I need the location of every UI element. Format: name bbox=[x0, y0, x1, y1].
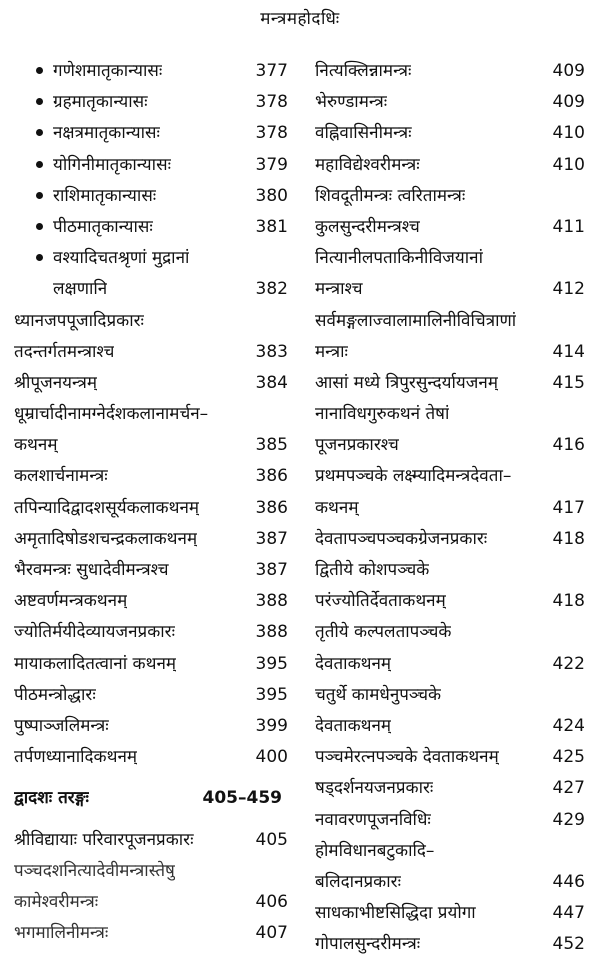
index-entry bbox=[315, 401, 585, 432]
index-entry bbox=[14, 557, 288, 588]
index-entry bbox=[315, 526, 585, 557]
entry-title: कलशार्चनामन्त्रः bbox=[14, 466, 108, 487]
index-entry bbox=[14, 682, 288, 713]
entry-title: भैरवमन्त्रः सुधादेवीमन्त्रश्च bbox=[14, 560, 169, 580]
entry-page-number: 387 bbox=[255, 528, 288, 549]
entry-page-number: 381 bbox=[255, 216, 288, 237]
entry-title: आसां मध्ये त्रिपुरसुन्दर्यायजनम् bbox=[315, 372, 499, 393]
index-entry bbox=[315, 432, 585, 463]
index-entry bbox=[315, 682, 585, 713]
entry-title: मन्त्राः bbox=[315, 341, 348, 362]
entry-title: मायाकलादितत्वानां कथनम् bbox=[14, 653, 177, 674]
index-entry bbox=[315, 619, 585, 650]
index-entry bbox=[315, 463, 585, 494]
entry-title: नित्यानीलपताकिनीविजयानां bbox=[315, 248, 484, 269]
index-entry bbox=[315, 245, 585, 276]
entry-page-number: 422 bbox=[552, 653, 585, 674]
right-column bbox=[315, 58, 585, 962]
index-entry bbox=[14, 89, 288, 120]
index-entry bbox=[315, 744, 585, 775]
index-entry bbox=[14, 245, 288, 276]
entry-page-number: 416 bbox=[552, 435, 585, 456]
entry-page-number: 406 bbox=[255, 891, 288, 912]
index-entry bbox=[14, 651, 288, 682]
entry-page-number: 407 bbox=[255, 923, 288, 944]
entry-title: परंज्योतिर्देवताकथनम् bbox=[315, 591, 446, 612]
entry-page-number: 418 bbox=[552, 528, 585, 549]
index-entry bbox=[14, 214, 288, 245]
entry-title: होमविधानबटुकादि– bbox=[315, 840, 435, 861]
index-entry bbox=[315, 900, 585, 931]
entry-title: मन्त्राश्च bbox=[315, 279, 363, 300]
index-entry bbox=[14, 339, 288, 370]
entry-title: पुष्पाञ्जलिमन्त्रः bbox=[14, 715, 109, 736]
entry-title: शिवदूतीमन्त्रः त्वरितामन्त्रः bbox=[315, 185, 466, 206]
entry-page-number: 378 bbox=[255, 123, 288, 144]
entry-page-number: 414 bbox=[552, 341, 585, 362]
entry-page-number: 383 bbox=[255, 341, 288, 362]
entry-title: तृतीये कल्पलतापञ्चके bbox=[315, 622, 452, 643]
index-entry bbox=[315, 183, 585, 214]
entry-title: चतुर्थे कामधेनुपञ्चके bbox=[315, 684, 442, 705]
entry-title: षड्दर्शनयजनप्रकारः bbox=[315, 778, 434, 799]
entry-page-number: 425 bbox=[552, 747, 585, 768]
entry-page-number: 418 bbox=[552, 591, 585, 612]
entry-title: राशिमातृकान्यासः bbox=[14, 183, 156, 206]
entry-title: पञ्चदशनित्यादेवीमन्त्रास्तेषु bbox=[14, 860, 175, 881]
index-entry bbox=[14, 183, 288, 214]
entry-page-number: 399 bbox=[255, 715, 288, 736]
entry-page-number: 386 bbox=[255, 497, 288, 518]
entry-page-number: 409 bbox=[552, 92, 585, 113]
index-entry bbox=[14, 526, 288, 557]
entry-title: नित्यक्लिन्नामन्त्रः bbox=[315, 61, 412, 81]
entry-title: तपिन्यादिद्वादशसूर्यकलाकथनम् bbox=[14, 497, 200, 518]
index-entry bbox=[315, 120, 585, 151]
index-entry bbox=[315, 557, 585, 588]
index-entry bbox=[14, 401, 288, 432]
entry-page-number: 388 bbox=[255, 622, 288, 643]
entry-page-number: 410 bbox=[552, 123, 585, 144]
entry-title: नानाविधगुरुकथनं तेषां bbox=[315, 404, 450, 425]
entry-page-number: 384 bbox=[255, 372, 288, 393]
index-entry bbox=[315, 931, 585, 962]
entry-title: श्रीविद्यायाः परिवारपूजनप्रकारः bbox=[14, 829, 194, 850]
index-entry bbox=[14, 785, 288, 816]
index-entry bbox=[14, 713, 288, 744]
entry-title: प्रथमपञ्चके लक्ष्म्यादिमन्त्रदेवता– bbox=[315, 466, 512, 487]
index-entry bbox=[14, 889, 288, 920]
index-entry bbox=[315, 588, 585, 619]
index-entry bbox=[14, 920, 288, 951]
index-entry bbox=[315, 308, 585, 339]
entry-title: श्रीपूजनयन्त्रम् bbox=[14, 372, 98, 393]
entry-page-number: 411 bbox=[552, 216, 585, 237]
entry-title: लक्षणानि bbox=[53, 279, 108, 300]
entry-title: कामेश्वरीमन्त्रः bbox=[14, 891, 99, 912]
index-entry bbox=[315, 713, 585, 744]
entry-page-number: 382 bbox=[255, 279, 288, 300]
index-entry bbox=[315, 89, 585, 120]
entry-title: सर्वमङ्गलाज्वालामालिनीविचित्राणां bbox=[315, 310, 517, 331]
entry-title: देवताकथनम् bbox=[315, 653, 392, 674]
entry-title: देवतापञ्चपञ्चकग्रेजनप्रकारः bbox=[315, 528, 488, 549]
entry-title: महाविद्येश्वरीमन्त्रः bbox=[315, 154, 420, 175]
index-entry bbox=[315, 807, 585, 838]
entry-page-number: 405 bbox=[255, 829, 288, 850]
entry-title: द्वितीये कोशपञ्चके bbox=[315, 560, 430, 580]
index-entry bbox=[315, 152, 585, 183]
page-header: मन्त्रमहोदधिः bbox=[260, 9, 340, 29]
entry-title: वश्यादिचतश्रृणां मुद्रानां bbox=[14, 245, 189, 268]
index-entry bbox=[315, 339, 585, 370]
entry-page-number: 452 bbox=[552, 934, 585, 955]
index-entry bbox=[14, 276, 288, 307]
entry-title: द्वादशः तरङ्गः bbox=[14, 788, 89, 809]
entry-page-number: 446 bbox=[552, 871, 585, 892]
entry-page-number: 412 bbox=[552, 279, 585, 300]
index-entry bbox=[315, 495, 585, 526]
entry-page-number: 447 bbox=[552, 903, 585, 924]
index-entry bbox=[14, 432, 288, 463]
entry-title: पूजनप्रकारश्च bbox=[315, 435, 399, 456]
left-column bbox=[14, 58, 288, 951]
entry-title: ज्योतिर्मयीदेव्यायजनप्रकारः bbox=[14, 622, 176, 643]
entry-title: साधकाभीष्टसिद्धिदा प्रयोगा bbox=[315, 903, 476, 924]
index-entry bbox=[14, 827, 288, 858]
entry-page-number: 427 bbox=[552, 778, 585, 799]
entry-title: तदन्तर्गतमन्त्राश्च bbox=[14, 341, 115, 362]
entry-title: ग्रहमातृकान्यासः bbox=[14, 89, 148, 112]
index-entry bbox=[315, 370, 585, 401]
entry-title: योगिनीमातृकान्यासः bbox=[14, 152, 171, 175]
entry-title: नवावरणपूजनविधिः bbox=[315, 809, 431, 830]
entry-title: वह्निवासिनीमन्त्रः bbox=[315, 123, 412, 144]
index-entry bbox=[315, 651, 585, 682]
entry-title: ध्यानजपपूजादिप्रकारः bbox=[14, 310, 144, 331]
index-entry bbox=[14, 588, 288, 619]
entry-page-number: 380 bbox=[255, 185, 288, 206]
entry-page-number: 379 bbox=[255, 154, 288, 175]
entry-page-number: 385 bbox=[255, 435, 288, 456]
index-entry bbox=[315, 276, 585, 307]
index-entry bbox=[315, 838, 585, 869]
index-entry bbox=[14, 463, 288, 494]
index-entry bbox=[14, 495, 288, 526]
entry-title: गोपालसुन्दरीमन्त्रः bbox=[315, 934, 421, 955]
entry-title: भगमालिनीमन्त्रः bbox=[14, 923, 109, 944]
index-entry bbox=[14, 619, 288, 650]
index-entry bbox=[14, 858, 288, 889]
index-entry bbox=[315, 214, 585, 245]
index-entry bbox=[14, 370, 288, 401]
entry-title: अष्टवर्णमन्त्रकथनम् bbox=[14, 591, 128, 612]
entry-title: अमृतादिषोडशचन्द्रकलाकथनम् bbox=[14, 528, 198, 549]
entry-title: बलिदानप्रकारः bbox=[315, 871, 402, 892]
entry-page-number: 386 bbox=[255, 466, 288, 487]
index-entry bbox=[315, 58, 585, 89]
entry-page-number: 405–459 bbox=[202, 788, 282, 809]
entry-page-number: 429 bbox=[552, 809, 585, 830]
index-entry bbox=[315, 775, 585, 806]
index-entry bbox=[315, 869, 585, 900]
entry-page-number: 378 bbox=[255, 92, 288, 113]
index-entry bbox=[14, 744, 288, 775]
entry-title: नक्षत्रमातृकान्यासः bbox=[14, 120, 160, 143]
entry-title: पञ्चमेरत्नपञ्चके देवताकथनम् bbox=[315, 747, 499, 768]
entry-page-number: 410 bbox=[552, 154, 585, 175]
entry-page-number: 395 bbox=[255, 653, 288, 674]
index-entry bbox=[14, 152, 288, 183]
entry-title: धूम्रार्चादीनामग्नेर्दशकलानामर्चन– bbox=[14, 404, 209, 425]
entry-title: कथनम् bbox=[315, 497, 359, 518]
entry-page-number: 388 bbox=[255, 591, 288, 612]
entry-title: भेरुण्डामन्त्रः bbox=[315, 92, 388, 113]
entry-title: कथनम् bbox=[14, 435, 58, 456]
index-entry bbox=[14, 120, 288, 151]
entry-page-number: 400 bbox=[255, 747, 288, 768]
index-entry bbox=[14, 308, 288, 339]
entry-title: कुलसुन्दरीमन्त्रश्च bbox=[315, 216, 420, 237]
entry-page-number: 377 bbox=[255, 61, 288, 81]
index-entry bbox=[14, 58, 288, 89]
entry-title: देवताकथनम् bbox=[315, 715, 392, 736]
entry-page-number: 415 bbox=[552, 372, 585, 393]
entry-page-number: 424 bbox=[552, 715, 585, 736]
entry-title: पीठमन्त्रोद्धारः bbox=[14, 684, 96, 705]
entry-page-number: 395 bbox=[255, 684, 288, 705]
entry-title: पीठमातृकान्यासः bbox=[14, 214, 153, 237]
entry-page-number: 409 bbox=[552, 61, 585, 81]
entry-title: तर्पणध्यानादिकथनम् bbox=[14, 747, 138, 768]
entry-title: गणेशमातृकान्यासः bbox=[14, 58, 162, 81]
entry-page-number: 417 bbox=[552, 497, 585, 518]
entry-page-number: 387 bbox=[255, 560, 288, 580]
